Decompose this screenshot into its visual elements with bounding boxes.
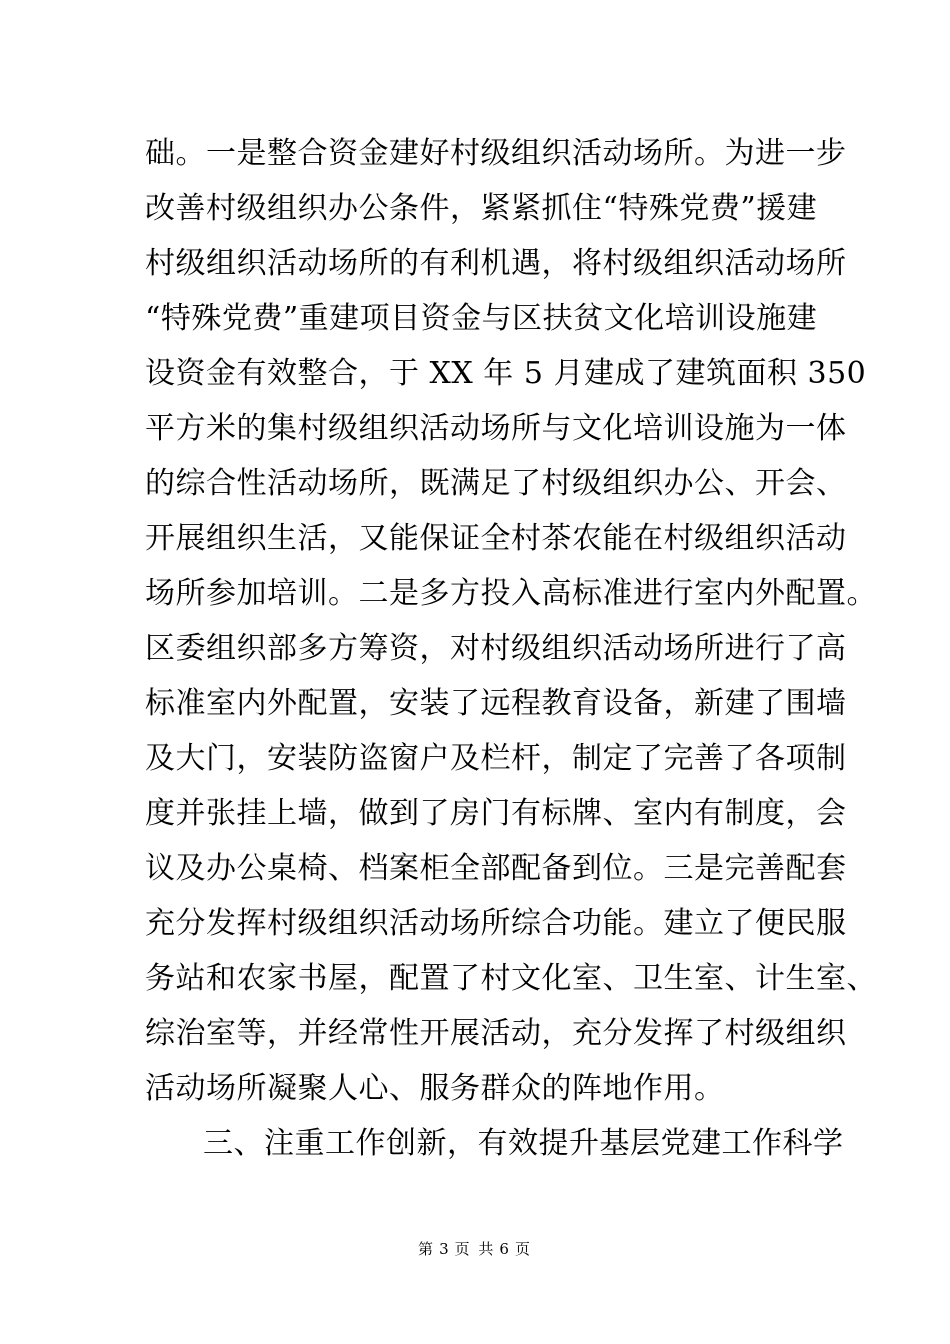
footer-middle: 页 共 <box>454 1240 496 1258</box>
footer-total-pages: 6 <box>499 1240 511 1258</box>
footer-current-page: 3 <box>439 1240 451 1258</box>
footer-suffix: 页 <box>514 1240 532 1258</box>
text-line: 场所参加培训。二是多方投入高标准进行室内外配置。 <box>145 576 877 611</box>
text-line: 及大门，安装防盗窗户及栏杆，制定了完善了各项制 <box>145 741 847 776</box>
text-line: 改善村级组织办公条件，紧紧抓住“特殊党费”援建 <box>145 191 818 226</box>
text-line: “特殊党费”重建项目资金与区扶贫文化培训设施建 <box>145 301 818 336</box>
text-line: 务站和农家书屋，配置了村文化室、卫生室、计生室、 <box>145 961 877 996</box>
text-line: 础。一是整合资金建好村级组织活动场所。为进一步 <box>145 136 847 171</box>
text-line: 活动场所凝聚人心、服务群众的阵地作用。 <box>145 1071 725 1106</box>
page-footer <box>0 1238 950 1259</box>
text-line: 议及办公桌椅、档案柜全部配备到位。三是完善配套 <box>145 851 847 886</box>
text-line: 区委组织部多方筹资，对村级组织活动场所进行了高 <box>145 631 847 666</box>
document-body <box>145 126 877 1171</box>
text-line: 村级组织活动场所的有利机遇，将村级组织活动场所 <box>145 246 847 281</box>
text-line: 标准室内外配置，安装了远程教育设备，新建了围墙 <box>145 686 847 721</box>
text-line: 的综合性活动场所，既满足了村级组织办公、开会、 <box>145 466 847 501</box>
text-line: 开展组织生活，又能保证全村茶农能在村级组织活动 <box>145 521 847 556</box>
text-line: 平方米的集村级组织活动场所与文化培训设施为一体 <box>145 411 847 446</box>
text-line: 综治室等，并经常性开展活动，充分发挥了村级组织 <box>145 1016 847 1051</box>
footer-prefix: 第 <box>418 1240 436 1258</box>
text-line: 设资金有效整合，于 XX 年 5 月建成了建筑面积 350 <box>145 356 867 391</box>
text-line: 三、注重工作创新，有效提升基层党建工作科学 <box>203 1126 844 1161</box>
text-line: 充分发挥村级组织活动场所综合功能。建立了便民服 <box>145 906 847 941</box>
text-line: 度并张挂上墙，做到了房门有标牌、室内有制度，会 <box>145 796 847 831</box>
